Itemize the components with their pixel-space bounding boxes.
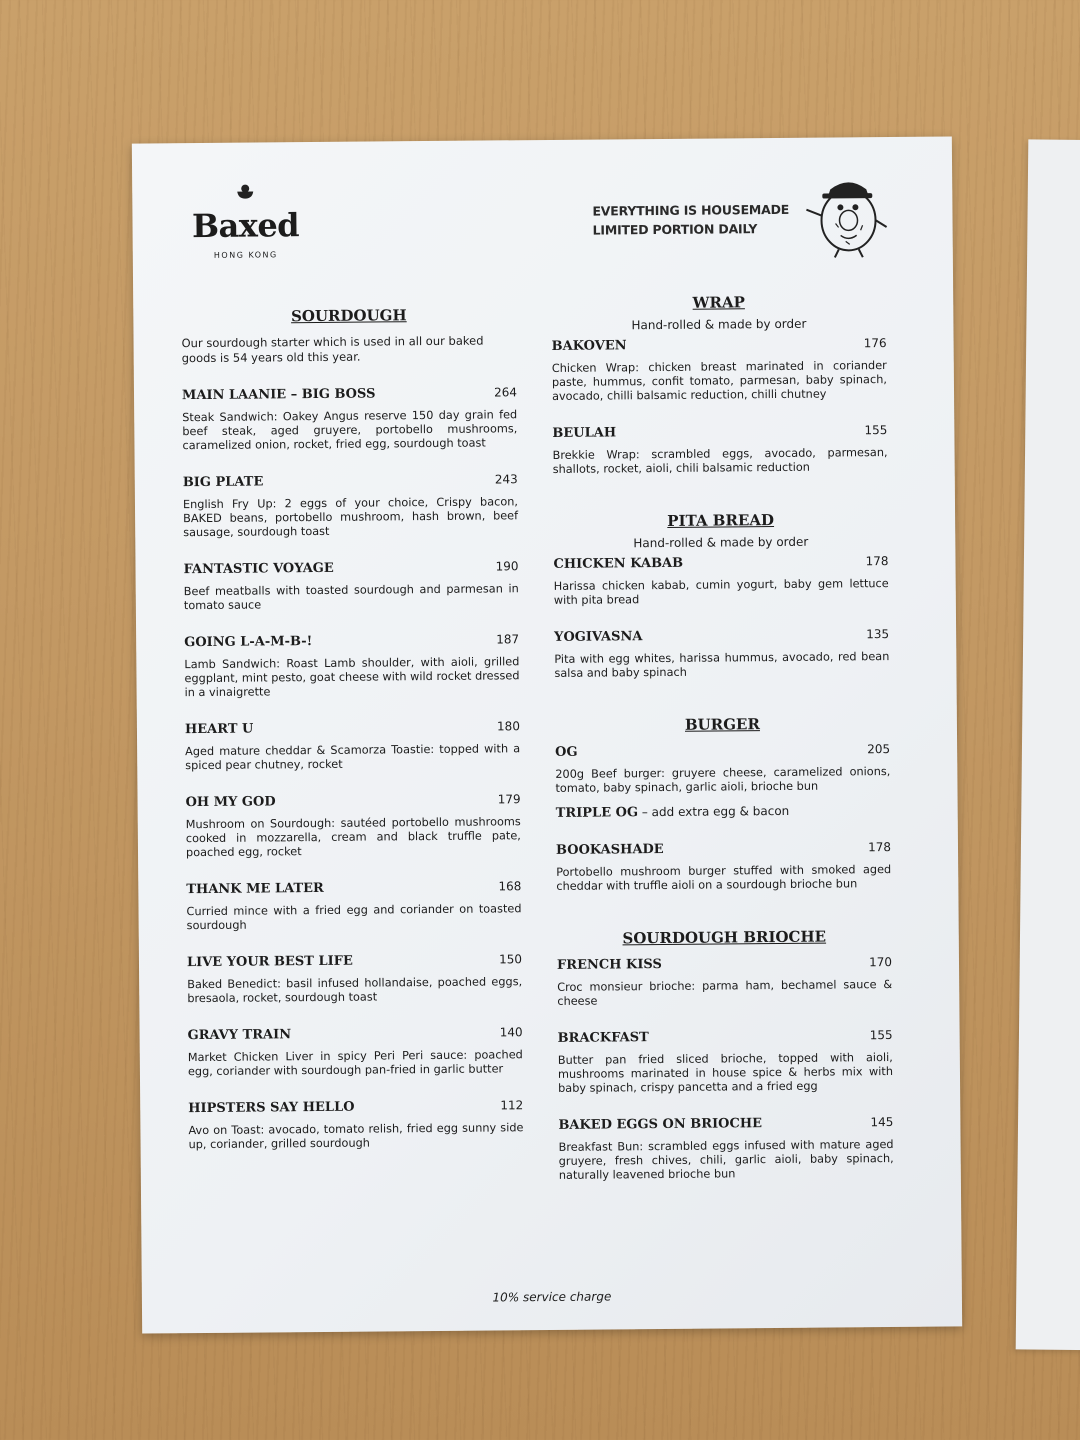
- item-price: 176: [863, 336, 887, 351]
- menu-item: [552, 423, 887, 477]
- menu-item: [182, 385, 518, 453]
- item-name: HIPSTERS SAY HELLO: [188, 1099, 355, 1117]
- item-name: OH MY GOD: [185, 794, 276, 811]
- menu-item: [556, 840, 891, 894]
- item-description: 200g Beef burger: gruyere cheese, caramelized onions, tomato, baby spinach, garlic aioli, brioche bun: [555, 765, 891, 795]
- item-name: BEULAH: [552, 425, 617, 441]
- item-price: 205: [867, 742, 891, 757]
- tagline-line-2: LIMITED PORTION DAILY: [592, 221, 758, 238]
- menu-item: [185, 719, 520, 773]
- sourdough-section: [181, 305, 524, 1174]
- item-name: THANK ME LATER: [186, 880, 324, 898]
- item-name: BOOKASHADE: [555, 841, 664, 858]
- item-price: 190: [495, 559, 519, 574]
- wrap-section: [551, 292, 888, 477]
- bowl-icon: [234, 183, 256, 201]
- item-name: FANTASTIC VOYAGE: [183, 560, 334, 578]
- item-price: 178: [865, 554, 889, 569]
- menu-sheet: [132, 136, 962, 1333]
- service-charge-note: 10% service charge: [492, 1289, 612, 1305]
- menu-item: [558, 1115, 894, 1183]
- section-title: WRAP: [692, 293, 745, 312]
- item-name: BIG PLATE: [182, 474, 264, 491]
- item-description: English Fry Up: 2 eggs of your choice, Crispy bacon, BAKED beans, portobello mushroom, hash brown, beef sausage, sourdough toast: [182, 495, 519, 540]
- item-description: Brekkie Wrap: scrambled eggs, avocado, parmesan, shallots, rocket, aioli, chili balsamic reduction: [552, 446, 888, 476]
- tagline-line-1: EVERYTHING IS HOUSEMADE: [592, 201, 790, 219]
- item-description: Steak Sandwich: Oakey Angus reserve 150 day grain fed beef steak, aged gruyere, portobello mushrooms, caramelized onion, rocket, fried egg, sourdough toast: [182, 408, 518, 453]
- menu-item: [183, 472, 519, 540]
- brioche-section: [557, 927, 894, 1183]
- menu-item: [187, 952, 522, 1006]
- pita-section: [553, 510, 889, 681]
- item-description: Baked Benedict: basil infused hollandaise, poached eggs, bresaola, rocket, sourdough toast: [187, 975, 523, 1006]
- section-subtitle: Hand-rolled & made by order: [633, 534, 809, 551]
- menu-item: [557, 955, 892, 1009]
- item-name: BAKED EGGS ON BRIOCHE: [558, 1116, 763, 1133]
- item-name: MAIN LAANIE – BIG BOSS: [181, 386, 376, 404]
- burger-section: [555, 714, 892, 894]
- menu-item: [555, 742, 891, 821]
- item-price: 264: [494, 385, 518, 400]
- item-name: HEART U: [184, 721, 254, 738]
- item-price: 180: [496, 719, 520, 734]
- section-subtitle: Hand-rolled & made by order: [631, 316, 807, 333]
- menu-item: [188, 1098, 523, 1152]
- item-description: Croc monsieur brioche: parma ham, bechamel sauce & cheese: [557, 977, 893, 1008]
- item-description: Avo on Toast: avocado, tomato relish, fried egg sunny side up, coriander, grilled sourdough: [188, 1121, 524, 1152]
- item-price: 155: [869, 1027, 893, 1043]
- item-description: Pita with egg whites, harissa hummus, avocado, red bean salsa and baby spinach: [554, 650, 890, 680]
- item-name: BRACKFAST: [557, 1030, 649, 1046]
- item-description: Butter pan fried sliced brioche, topped with aioli, mushrooms marinated in house spice & herbs mix with baby spinach, crispy pancetta and a fried egg: [557, 1050, 894, 1095]
- section-title: PITA BREAD: [667, 511, 775, 530]
- menu-item: [186, 879, 521, 933]
- item-name: CHICKEN KABAB: [553, 555, 684, 572]
- tagline: [592, 200, 789, 240]
- donut-mascot-icon: [800, 165, 896, 261]
- section-intro: Our sourdough starter which is used in all our baked goods is 54 years old this year.: [181, 333, 484, 366]
- item-description: Curried mince with a fried egg and coriander on toasted sourdough: [186, 902, 522, 933]
- menu-item: [554, 627, 889, 681]
- right-column: [551, 292, 894, 1205]
- item-description: Portobello mushroom burger stuffed with smoked aged cheddar with truffle aioli on a sourdough brioche bun: [556, 863, 892, 893]
- item-price: 150: [498, 952, 523, 967]
- item-description: Beef meatballs with toasted sourdough and parmesan in tomato sauce: [183, 582, 519, 613]
- item-price: 155: [864, 423, 888, 438]
- item-price: 179: [497, 792, 521, 807]
- extra-text: – add extra egg & bacon: [637, 803, 790, 820]
- brand-name: Baxed: [191, 206, 300, 246]
- item-price: 187: [496, 632, 520, 647]
- item-name: OG: [555, 744, 578, 760]
- item-name: GOING L-A-M-B-!: [184, 634, 313, 651]
- menu-item: [558, 1028, 894, 1096]
- item-price: 170: [869, 954, 893, 970]
- menu-item: [553, 554, 888, 608]
- menu-item: [186, 792, 522, 860]
- brand-logo: [190, 182, 301, 260]
- item-description: Lamb Sandwich: Roast Lamb shoulder, with aioli, grilled eggplant, mint pesto, goat cheese with wild rocket dressed in a vinaigrette: [184, 655, 520, 700]
- item-description: Aged mature cheddar & Scamorza Toastie: topped with a spiced pear chutney, rocket: [185, 742, 521, 773]
- item-price: 145: [870, 1114, 894, 1130]
- item-description: Chicken Wrap: chicken breast marinated in coriander paste, hummus, confit tomato, parmesan, baby spinach, avocado, chilli balsamic reduction, chilli chutney: [551, 359, 887, 403]
- item-price: 178: [868, 840, 892, 855]
- section-title: BURGER: [684, 715, 760, 734]
- menu-item: [188, 1025, 523, 1079]
- extra-name: TRIPLE OG: [555, 805, 639, 821]
- menu-item: [552, 336, 888, 404]
- item-name: LIVE YOUR BEST LIFE: [186, 953, 353, 971]
- item-extra: [556, 803, 891, 821]
- item-description: Harissa chicken kabab, cumin yogurt, baby gem lettuce with pita bread: [553, 577, 889, 607]
- item-price: 112: [500, 1098, 524, 1113]
- item-price: 168: [498, 879, 522, 894]
- section-title: SOURDOUGH: [290, 306, 407, 326]
- item-name: FRENCH KISS: [556, 957, 662, 973]
- brand-location: HONG KONG: [213, 250, 278, 260]
- item-name: BAKOVEN: [551, 338, 627, 354]
- item-price: 243: [494, 472, 518, 487]
- menu-item: [183, 559, 518, 613]
- item-description: Market Chicken Liver in spicy Peri Peri sauce: poached egg, coriander with sourdough pan-fried in garlic butter: [187, 1048, 523, 1079]
- second-menu-sheet: [1016, 139, 1080, 1350]
- item-price: 140: [499, 1025, 523, 1040]
- item-name: YOGIVASNA: [554, 629, 643, 645]
- item-name: GRAVY TRAIN: [187, 1027, 292, 1044]
- item-description: Mushroom on Sourdough: sautéed portobello mushrooms cooked in mozzarella, cream and black truffle pate, poached egg, rocket: [185, 815, 521, 860]
- menu-item: [184, 632, 520, 700]
- item-description: Breakfast Bun: scrambled eggs infused with mature aged gruyere, fresh chives, chili, garlic aioli, baby spinach, naturally leavened brioche bun: [558, 1137, 894, 1182]
- section-title: SOURDOUGH BRIOCHE: [622, 927, 827, 948]
- item-price: 135: [866, 627, 890, 642]
